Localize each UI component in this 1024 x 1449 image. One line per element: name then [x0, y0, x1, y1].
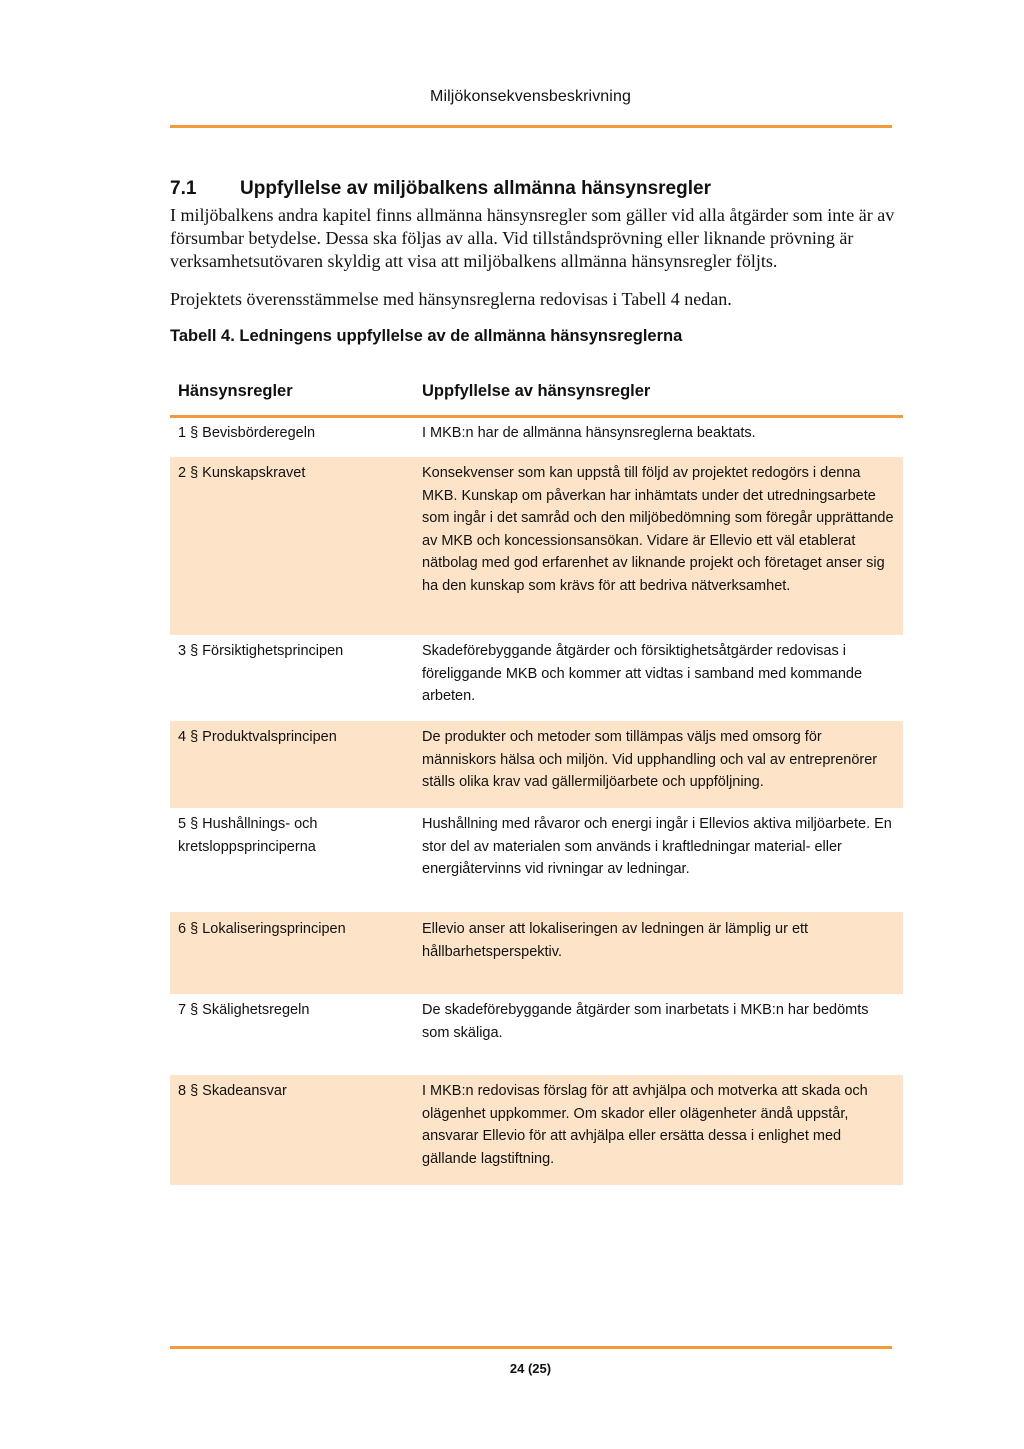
intro-paragraph: I miljöbalkens andra kapitel finns allmänna hänsynsregler som gäller vid alla åtgärder som inte är av försumbar betydelse. Dessa ska följas av alla. Vid tillståndsprövning eller liknande prövning är verksamhetsutövaren skyldig att visa att miljöbalkens allmänna hänsynsregler följts.: [170, 205, 895, 271]
rule-cell: 1 § Bevisbörderegeln: [178, 425, 316, 441]
section-heading: [170, 178, 711, 200]
fulfilment-cell: Konsekvenser som kan uppstå till följd av projektet redogörs i denna MKB. Kunskap om påverkan har inhämtats under det utredningsarbete som ingår i det samråd och den miljöbedömning som föregår upprättande av MKB och koncessionsansökan. Vidare är Ellevio ett väl etablerat nätbolag med god erfarenhet av liknande projekt och företaget anser sig ha den kunskap som krävs för att bedriva nätverksamhet.: [422, 465, 894, 594]
rule-cell: 3 § Försiktighetsprincipen: [178, 643, 344, 659]
rule-cell: 5 § Hushållnings- och kretsloppsprinciperna: [178, 816, 318, 855]
rule-cell: 4 § Produktvalsprincipen: [178, 729, 337, 745]
table-row: [170, 994, 903, 1075]
table-caption: Tabell 4. Ledningens uppfyllelse av de allmänna hänsynsreglerna: [170, 327, 683, 345]
rule-cell: 8 § Skadeansvar: [178, 1083, 287, 1099]
table-row: [170, 912, 903, 994]
fulfilment-cell: I MKB:n har de allmänna hänsynsreglerna beaktats.: [422, 425, 756, 441]
table-row: [170, 457, 903, 635]
page-number: 24 (25): [509, 1361, 552, 1376]
fulfilment-cell: Hushållning med råvaror och energi ingår i Ellevios aktiva miljöarbete. En stor del av materialen som används i kraftledningar material- eller energiåtervinns vid rivningar av ledningar.: [422, 816, 892, 877]
fulfilment-cell: De skadeförebyggande åtgärder som inarbetats i MKB:n har bedömts som skäliga.: [422, 1002, 869, 1041]
header-divider: [170, 125, 892, 128]
running-header-title: Miljökonsekvensbeskrivning: [430, 88, 631, 105]
fulfilment-cell: Skadeförebyggande åtgärder och försiktighetsåtgärder redovisas i föreliggande MKB och kommer att vidtas i samband med kommande arbeten.: [422, 643, 863, 704]
reference-paragraph: Projektets överensstämmelse med hänsynsreglerna redovisas i Tabell 4 nedan.: [170, 289, 732, 309]
table-header-row: [170, 360, 903, 418]
column-header-rules: Hänsynsregler: [178, 382, 293, 400]
section-number: 7.1: [170, 178, 197, 199]
table-row: [170, 418, 903, 457]
fulfilment-cell: De produkter och metoder som tillämpas väljs med omsorg för människors hälsa och miljön. Vid upphandling och val av entreprenörer ställs olika krav vad gällermiljöarbete och uppföljning.: [422, 729, 878, 790]
section-title: Uppfyllelse av miljöbalkens allmänna hänsynsregler: [240, 178, 711, 199]
table-row: [170, 808, 903, 912]
rules-table: [170, 360, 903, 1185]
rule-cell: 2 § Kunskapskravet: [178, 465, 306, 481]
footer-divider: [170, 1346, 892, 1349]
fulfilment-cell: Ellevio anser att lokaliseringen av ledningen är lämplig ur ett hållbarhetsperspektiv.: [422, 921, 809, 960]
table-row: [170, 635, 903, 721]
table-row: [170, 1075, 903, 1185]
rule-cell: 7 § Skälighetsregeln: [178, 1002, 310, 1018]
rule-cell: 6 § Lokaliseringsprincipen: [178, 921, 346, 937]
column-header-fulfilment: Uppfyllelse av hänsynsregler: [422, 382, 651, 400]
table-row: [170, 721, 903, 808]
fulfilment-cell: I MKB:n redovisas förslag för att avhjälpa och motverka att skada och olägenhet uppkommer. Om skador eller olägenheter ändå uppstår, ansvarar Ellevio för att avhjälpa eller ersätta dessa i enlighet med gällande lagstiftning.: [422, 1083, 868, 1167]
